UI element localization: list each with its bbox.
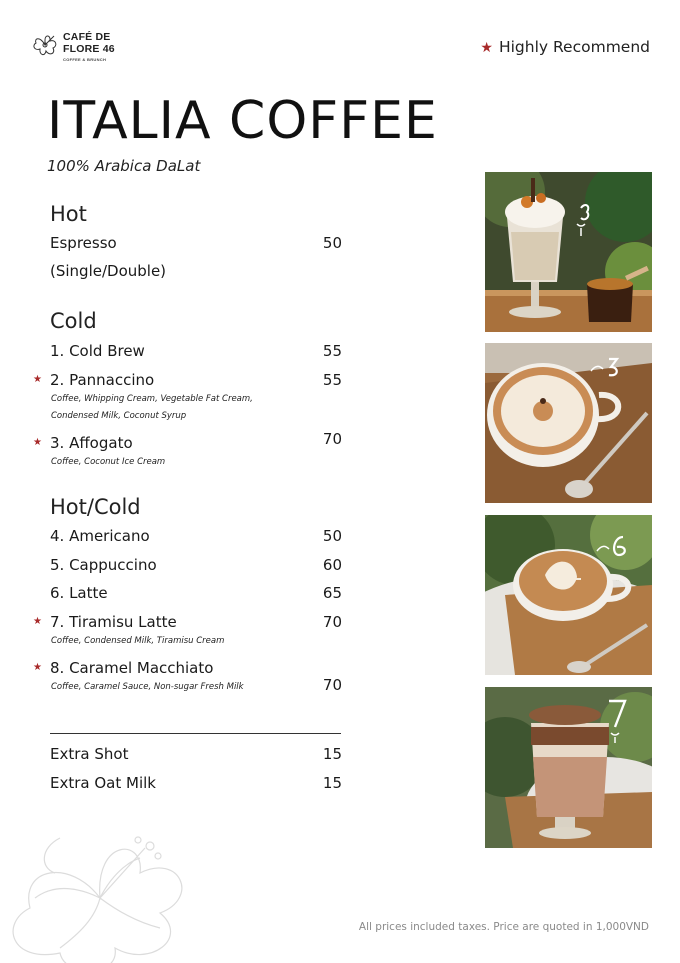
menu-item-description: Coffee, Caramel Sauce, Non-sugar Fresh Milk xyxy=(51,682,244,692)
recommend-star-icon: ★ xyxy=(33,437,42,448)
drink-photo-latte xyxy=(485,515,652,675)
recommend-star-icon: ★ xyxy=(33,374,42,385)
menu-item-name: 5. Cappuccino xyxy=(50,556,157,574)
menu-item-price: 60 xyxy=(322,556,342,574)
page-title: ITALIA COFFEE xyxy=(47,91,438,151)
star-icon: ★ xyxy=(480,40,493,56)
section-divider xyxy=(50,733,341,734)
drink-photo-cappuccino xyxy=(485,343,652,503)
recommend-star-icon: ★ xyxy=(33,616,42,627)
menu-item-name: 7. Tiramisu Latte xyxy=(50,613,177,631)
menu-item-name: (Single/Double) xyxy=(50,262,167,280)
menu-item-price: 65 xyxy=(322,584,342,602)
menu-item-name: 3. Affogato xyxy=(50,434,133,452)
brand-name-line2: FLORE 46 xyxy=(63,43,115,55)
section-heading-hot-cold: Hot/Cold xyxy=(50,495,141,519)
recommend-legend xyxy=(480,38,650,56)
menu-item-name: 2. Pannaccino xyxy=(50,371,155,389)
menu-item-price: 70 xyxy=(322,613,342,631)
drink-photo-affogato xyxy=(485,172,652,332)
brand-name xyxy=(63,31,115,55)
brand-logo xyxy=(30,30,140,66)
extra-item-name: Extra Oat Milk xyxy=(50,774,156,792)
extra-item-price: 15 xyxy=(322,745,342,763)
menu-item-name: 8. Caramel Macchiato xyxy=(50,659,214,677)
section-heading-cold: Cold xyxy=(50,309,97,333)
menu-item-description: Condensed Milk, Coconut Syrup xyxy=(51,411,187,421)
page-subtitle: 100% Arabica DaLat xyxy=(47,157,201,175)
section-heading-hot: Hot xyxy=(50,202,87,226)
flower-logo-icon xyxy=(30,30,60,60)
menu-item-price: 55 xyxy=(322,371,342,389)
flower-decoration-icon xyxy=(0,828,210,963)
price-footnote: All prices included taxes. Price are quoted in 1,000VND xyxy=(358,921,649,933)
menu-item-name: 4. Americano xyxy=(50,527,150,545)
menu-item-description: Coffee, Whipping Cream, Vegetable Fat Cream, xyxy=(51,394,253,404)
brand-name-line1: CAFÉ DE xyxy=(63,31,111,43)
menu-item-description: Coffee, Coconut Ice Cream xyxy=(51,457,166,467)
menu-item-price: 50 xyxy=(322,234,342,252)
menu-item-price: 70 xyxy=(322,676,342,694)
extra-item-price: 15 xyxy=(322,774,342,792)
drink-photo-tiramisu-latte xyxy=(485,687,652,848)
menu-item-price: 70 xyxy=(322,430,342,448)
recommend-star-icon: ★ xyxy=(33,662,42,673)
menu-item-name: Espresso xyxy=(50,234,117,252)
recommend-label: Highly Recommend xyxy=(498,38,650,56)
extra-item-name: Extra Shot xyxy=(50,745,129,763)
menu-item-price: 50 xyxy=(322,527,342,545)
menu-item-description: Coffee, Condensed Milk, Tiramisu Cream xyxy=(51,636,225,646)
menu-item-price: 55 xyxy=(322,342,342,360)
menu-item-name: 1. Cold Brew xyxy=(50,342,145,360)
menu-item-name: 6. Latte xyxy=(50,584,108,602)
brand-tagline: COFFEE & BRUNCH xyxy=(63,57,107,62)
